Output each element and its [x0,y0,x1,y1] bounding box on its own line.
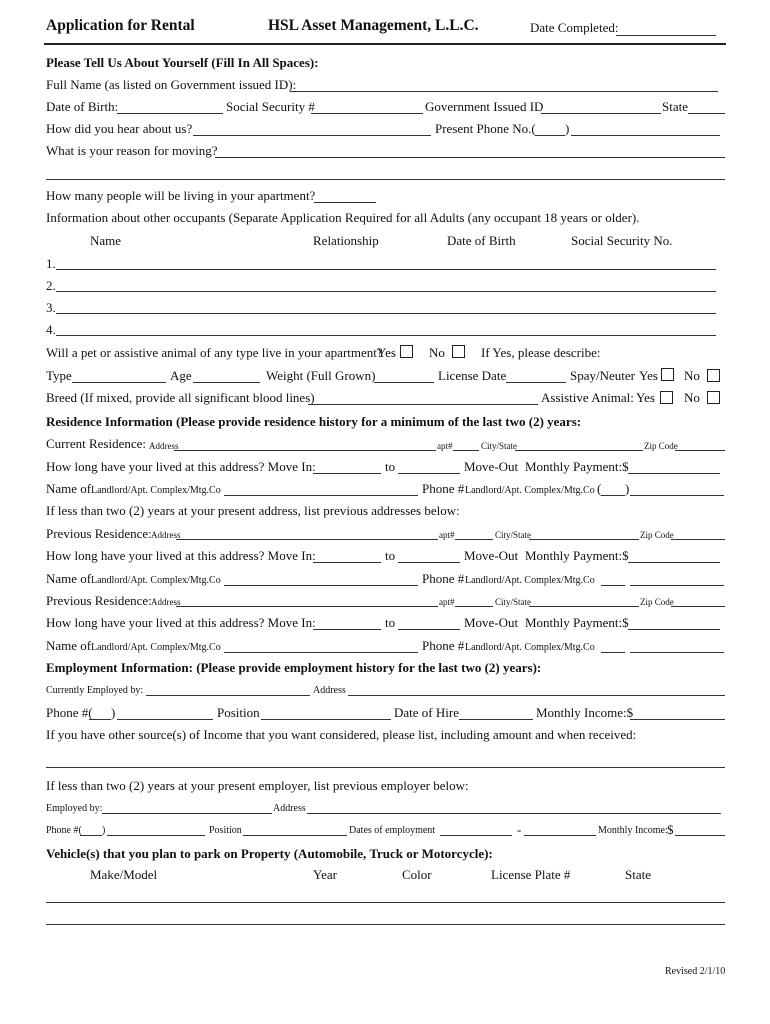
current-phone-field[interactable] [630,495,724,496]
previous-2-phone-field[interactable] [630,652,724,653]
pet-assistive-no-checkbox[interactable] [707,391,720,404]
pet-type-label: Type [46,368,72,383]
dates-dash: - [517,822,522,837]
currently-employed-label: Currently Employed by: [46,685,144,696]
previous-2-city-label: City/State [495,597,531,607]
reason-label: What is your reason for moving? [46,143,218,158]
previous-employer-address-field[interactable] [307,813,721,814]
occupant-row-3-label: 3. [46,300,56,315]
header-divider [44,43,726,45]
previous-1-zip-field[interactable] [671,539,725,540]
vehicle-row-1-field[interactable] [46,902,725,903]
form-title: Application for Rental [46,17,195,34]
employer-phone-field[interactable] [117,719,213,720]
previous-2-monthly-payment-label: Monthly Payment:$ [525,615,629,630]
col-relationship: Relationship [313,233,379,248]
previous-1-phone-field[interactable] [630,585,724,586]
pet-question: Will a pet or assistive animal of any type live in your apartment? [46,345,383,360]
current-landlord-label: Landlord/Apt. Complex/Mtg.Co [91,485,221,496]
employed-by-label: Employed by: [46,803,103,814]
previous-1-monthly-payment-label: Monthly Payment:$ [525,548,629,563]
current-how-long-label: How long have your lived at this address? Move In: [46,459,316,474]
current-apt-label: apt# [437,441,453,451]
previous-1-monthly-payment-field[interactable] [628,562,720,563]
col-date-of-birth: Date of Birth [447,233,516,248]
previous-position-label: Position [209,825,242,836]
previous-2-name-of-label: Name of [46,638,92,653]
previous-2-move-out-label: Move-Out [464,615,519,630]
previous-1-move-out-label: Move-Out [464,548,519,563]
previous-employer-phone-label: Phone #( [46,825,82,836]
employer-phone-area-field[interactable] [89,719,111,720]
previous-1-city-label: City/State [495,530,531,540]
pet-yes-checkbox[interactable] [400,345,413,358]
col-name: Name [90,233,122,248]
previous-1-landlord-field[interactable] [224,585,418,586]
previous-employer-phone-area-field[interactable] [80,835,102,836]
previous-2-zip-label: Zip Code [640,597,674,607]
occupant-row-2-label: 2. [46,278,56,293]
previous-2-address-label: Address [151,597,181,607]
occupant-row-3-field[interactable] [56,313,716,314]
previous-1-landlord-label: Landlord/Apt. Complex/Mtg.Co [91,575,221,586]
pet-assistive-label: Assistive Animal: [541,390,634,405]
people-count-label: How many people will be living in your apartment? [46,188,316,203]
current-address-field[interactable] [174,450,436,451]
pet-age-field[interactable] [193,382,260,383]
date-completed-label: Date Completed: [530,20,619,35]
pet-license-label: License Date [438,368,507,383]
pet-weight-label: Weight (Full Grown) [266,368,376,383]
previous-2-phone-label: Phone # [422,638,465,653]
employer-phone-close: ) [111,705,116,720]
present-phone-label: Present Phone No.( [435,121,536,136]
occupant-row-4-label: 4. [46,322,56,337]
date-of-hire-label: Date of Hire [394,705,459,720]
previous-monthly-income-label: Monthly Income: [598,825,668,836]
phone-paren: ) [565,121,570,136]
current-phone-landlord-label: Landlord/Apt. Complex/Mtg.Co [465,485,595,496]
dates-of-employment-label: Dates of employment [349,825,436,836]
occupant-row-2-field[interactable] [56,291,716,292]
monthly-income-label: Monthly Income:$ [536,705,634,720]
pet-assistive-yes-label: Yes [636,390,655,405]
present-phone-field[interactable] [571,135,720,136]
previous-2-how-long-label: How long have your lived at this address? Move In: [46,615,316,630]
pet-license-field[interactable] [506,382,566,383]
pet-spay-yes-label: Yes [639,368,658,383]
hear-field[interactable] [193,135,431,136]
full-name-field[interactable] [290,91,718,92]
employment-start-field[interactable] [440,835,512,836]
current-move-in-field[interactable] [313,473,381,474]
dob-label: Date of Birth: [46,99,119,114]
current-city-label: City/State [481,441,517,451]
previous-2-move-out-date-field[interactable] [398,629,460,630]
current-phone-area-field[interactable] [601,495,625,496]
previous-2-landlord-label: Landlord/Apt. Complex/Mtg.Co [91,642,221,653]
previous-monthly-income-field[interactable] [675,835,725,836]
occupant-row-1-label: 1. [46,256,56,271]
current-zip-field[interactable] [675,450,725,451]
people-count-field[interactable] [314,202,376,203]
previous-1-phone-landlord-label: Landlord/Apt. Complex/Mtg.Co [465,575,595,586]
current-phone-open: ( [597,481,602,496]
current-address-label: Address [149,441,179,451]
vehicle-row-2-field[interactable] [46,924,725,925]
pet-breed-label: Breed (If mixed, provide all significant blood lines) [46,390,315,405]
gov-id-field[interactable] [541,113,661,114]
vehicle-col-state: State [625,867,651,882]
previous-1-move-in-field[interactable] [313,562,381,563]
pet-yes-label: Yes [377,345,396,360]
ssn-label: Social Security # [226,99,315,114]
col-social-security: Social Security No. [571,233,673,248]
pet-no-label: No [429,345,445,360]
pet-no-checkbox[interactable] [452,345,465,358]
other-income-field[interactable] [46,767,725,768]
current-phone-label: Phone # [422,481,465,496]
employed-by-field[interactable] [102,813,272,814]
previous-1-how-long-label: How long have your lived at this address? Move In: [46,548,316,563]
revision-date: Revised 2/1/10 [665,966,726,977]
pet-type-field[interactable] [72,382,166,383]
previous-1-name-of-label: Name of [46,571,92,586]
current-name-of-label: Name of [46,481,92,496]
employer-phone-label: Phone #( [46,705,93,720]
previous-addresses-note: If less than two (2) years at your present address, list previous addresses below: [46,503,460,518]
previous-1-address-label: Address [151,530,181,540]
previous-2-landlord-field[interactable] [224,652,418,653]
position-field[interactable] [261,719,391,720]
dob-field[interactable] [117,113,223,114]
employment-heading: Employment Information: (Please provide employment history for the last two (2) years): [46,660,542,675]
previous-2-apt-field[interactable] [455,606,493,607]
gov-id-label: Government Issued ID [425,99,544,114]
pet-assistive-no-label: No [684,390,700,405]
reason-field[interactable] [215,157,725,158]
pet-spay-label: Spay/Neuter [570,368,635,383]
phone-area-field[interactable] [535,135,565,136]
current-monthly-payment-field[interactable] [628,473,720,474]
previous-residence-1-label: Previous Residence: [46,526,152,541]
currently-employed-field[interactable] [146,695,310,696]
current-zip-label: Zip Code [644,441,678,451]
previous-2-phone-landlord-label: Landlord/Apt. Complex/Mtg.Co [465,642,595,653]
previous-residence-2-label: Previous Residence: [46,593,152,608]
date-of-hire-field[interactable] [459,719,533,720]
state-field[interactable] [688,113,725,114]
occupant-row-4-field[interactable] [56,335,716,336]
previous-2-move-in-field[interactable] [313,629,381,630]
previous-2-monthly-payment-field[interactable] [628,629,720,630]
current-city-field[interactable] [515,450,643,451]
previous-position-field[interactable] [243,835,347,836]
pet-spay-no-checkbox[interactable] [707,369,720,382]
current-phone-close: ) [625,481,630,496]
current-landlord-field[interactable] [224,495,418,496]
pet-describe-label: If Yes, please describe: [481,345,601,360]
residence-heading: Residence Information (Please provide residence history for a minimum of the last two (2) years: [46,414,582,429]
pet-weight-field[interactable] [374,382,434,383]
employer-address-label: Address [313,685,346,696]
previous-1-move-out-date-field[interactable] [398,562,460,563]
previous-employer-address-label: Address [273,803,306,814]
previous-employer-phone-close: ) [102,825,106,836]
current-to-label: to [385,459,396,474]
hear-label: How did you hear about us? [46,121,193,136]
current-move-out-date-field[interactable] [398,473,460,474]
vehicle-col-make-model: Make/Model [90,867,158,882]
previous-1-apt-field[interactable] [455,539,493,540]
pet-spay-yes-checkbox[interactable] [661,368,674,381]
vehicles-heading: Vehicle(s) that you plan to park on Property (Automobile, Truck or Motorcycle): [46,846,493,861]
about-heading: Please Tell Us About Yourself (Fill In All Spaces): [46,55,319,70]
pet-spay-no-label: No [684,368,700,383]
previous-2-to-label: to [385,615,396,630]
position-label: Position [217,705,260,720]
pet-assistive-yes-checkbox[interactable] [660,391,673,404]
ssn-field[interactable] [311,113,423,114]
previous-employer-phone-field[interactable] [107,835,205,836]
pet-breed-field[interactable] [308,404,538,405]
monthly-income-field[interactable] [630,719,725,720]
previous-2-zip-field[interactable] [671,606,725,607]
previous-2-address-field[interactable] [176,606,438,607]
occupants-info: Information about other occupants (Separate Application Required for all Adults (any occupant 18 years or older). [46,210,640,225]
previous-2-city-field[interactable] [529,606,639,607]
current-residence-label: Current Residence: [46,436,146,451]
previous-2-phone-area-field[interactable] [601,652,625,653]
state-label: State [662,99,688,114]
occupant-row-1-field[interactable] [56,269,716,270]
current-monthly-payment-label: Monthly Payment:$ [525,459,629,474]
previous-1-address-field[interactable] [176,539,438,540]
previous-monthly-income-dollar: $ [667,822,674,837]
current-apt-field[interactable] [453,450,479,451]
previous-2-apt-label: apt# [439,597,455,607]
previous-1-apt-label: apt# [439,530,455,540]
full-name-label: Full Name (as listed on Government issued ID): [46,77,297,92]
previous-1-zip-label: Zip Code [640,530,674,540]
previous-employer-note: If less than two (2) years at your present employer, list previous employer below: [46,778,469,793]
date-completed-field[interactable] [616,35,716,36]
pet-age-label: Age [170,368,192,383]
previous-1-phone-label: Phone # [422,571,465,586]
reason-field-line-2[interactable] [46,179,725,180]
vehicle-col-color: Color [402,867,432,882]
vehicle-col-year: Year [313,867,337,882]
company-name: HSL Asset Management, L.L.C. [268,17,479,34]
previous-1-phone-area-field[interactable] [601,585,625,586]
employment-end-field[interactable] [524,835,596,836]
employer-address-field[interactable] [348,695,725,696]
previous-1-to-label: to [385,548,396,563]
previous-1-city-field[interactable] [529,539,639,540]
vehicle-col-plate: License Plate # [491,867,571,882]
current-move-out-label: Move-Out [464,459,519,474]
other-income-label: If you have other source(s) of Income that you want considered, please list, including amount and when received: [46,727,637,742]
